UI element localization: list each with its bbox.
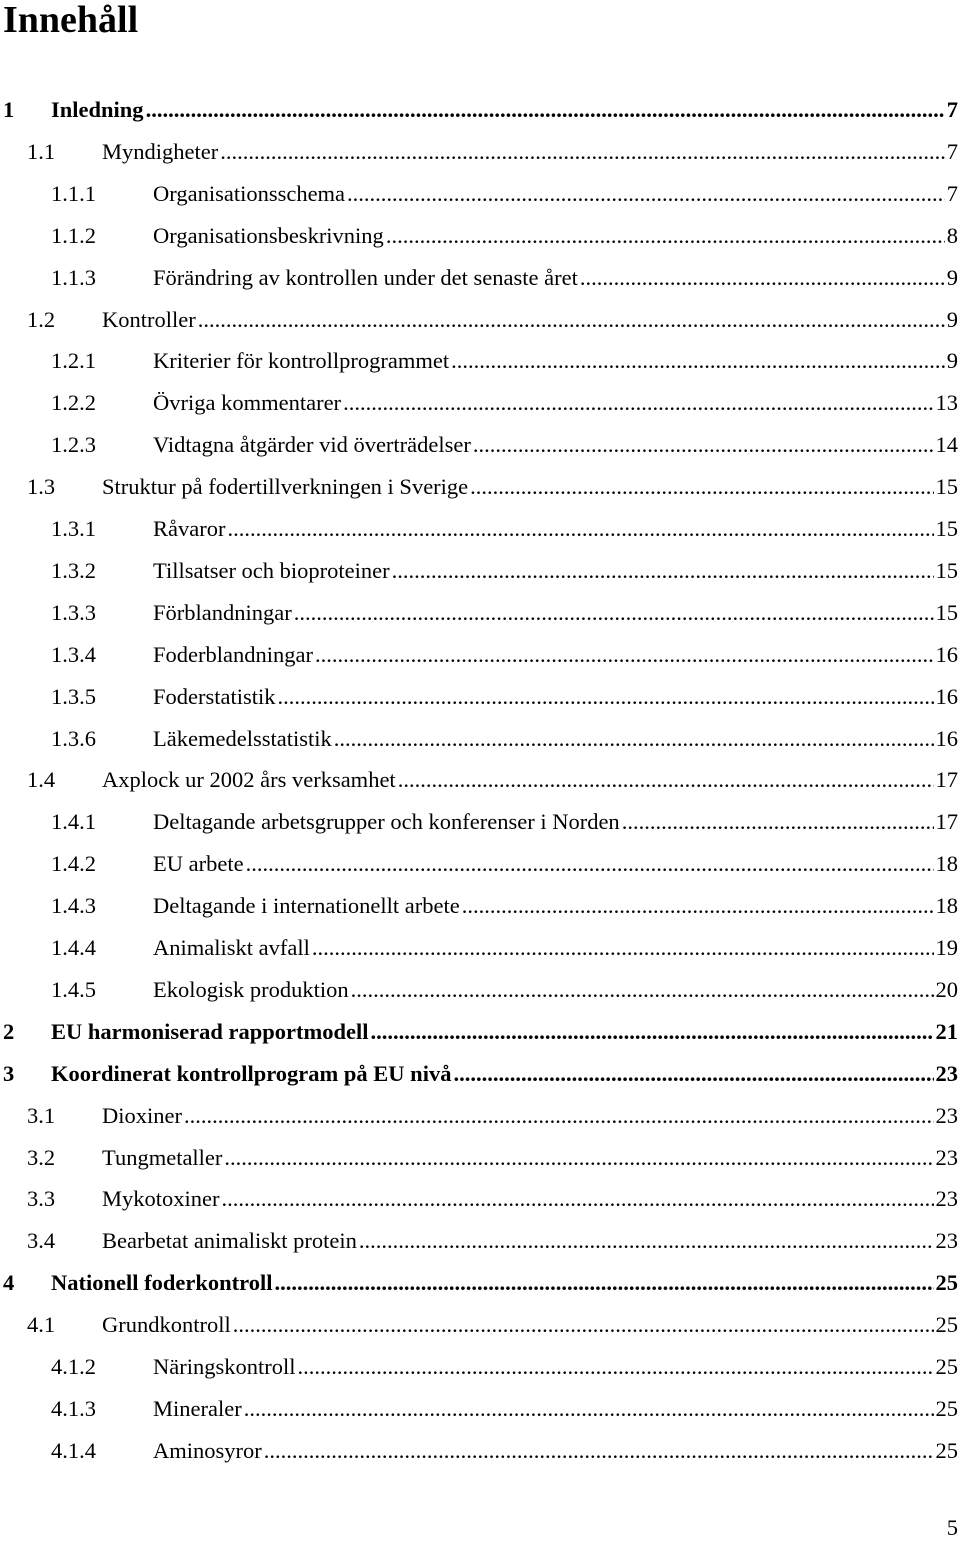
toc-dot-leader [386, 221, 945, 251]
toc-entry[interactable] [51, 388, 958, 418]
toc-entry-number: 4.1.2 [51, 1354, 96, 1379]
toc-entry[interactable] [51, 221, 958, 251]
toc-entry-title: Förblandningar [153, 599, 292, 625]
toc-entry-number: 3.3 [27, 1186, 56, 1212]
toc-dot-leader [184, 1101, 934, 1131]
toc-dot-leader [371, 1017, 934, 1047]
toc-entry-number: 1.1.2 [51, 222, 96, 248]
toc-entry-page: 23 [935, 1228, 958, 1254]
toc-entry-page: 16 [935, 725, 958, 751]
toc-entry-number: 1.4.4 [51, 935, 96, 960]
toc-entry[interactable] [51, 179, 958, 209]
toc-entry-number: 4 [3, 1270, 15, 1296]
toc-entry-number: 1.4.3 [51, 893, 96, 919]
toc-entry[interactable] [51, 849, 958, 879]
toc-entry-page: 16 [935, 641, 958, 667]
toc-entry-number: 1.3.5 [51, 683, 96, 709]
toc-entry-title: Näringskontroll [153, 1354, 296, 1379]
toc-entry-title: Dioxiner [102, 1102, 182, 1128]
toc-entry-page: 23 [935, 1144, 958, 1170]
toc-entry-title: EU arbete [153, 851, 244, 877]
toc-entry-page: 13 [935, 390, 958, 416]
toc-dot-leader [297, 1352, 933, 1382]
toc-entry[interactable] [51, 346, 958, 376]
toc-entry-page: 19 [935, 935, 958, 960]
toc-entry[interactable] [51, 1436, 958, 1466]
toc-dot-leader [359, 1226, 934, 1256]
toc-entry[interactable] [51, 598, 958, 628]
toc-dot-leader [343, 388, 933, 418]
toc-entry-page: 9 [946, 264, 958, 290]
toc-entry-page: 7 [946, 97, 958, 122]
toc-entry-number: 1.1 [27, 138, 56, 164]
toc-entry[interactable] [27, 1143, 958, 1173]
toc-entry-page: 15 [935, 516, 958, 541]
toc-entry[interactable] [51, 807, 958, 837]
toc-dot-leader [274, 1268, 933, 1298]
toc-entry-title: Kontroller [102, 306, 196, 332]
toc-entry-number: 1.3.4 [51, 641, 96, 667]
toc-entry[interactable] [51, 263, 958, 293]
toc-entry-number: 1.2 [27, 306, 56, 332]
toc-dot-leader [453, 1059, 933, 1089]
toc-entry-title: Kriterier för kontrollprogrammet [153, 348, 450, 374]
toc-dot-leader [224, 1143, 933, 1173]
toc-entry-number: 4.1.4 [51, 1437, 96, 1463]
toc-entry[interactable] [27, 1310, 958, 1340]
toc-dot-leader [398, 765, 934, 795]
toc-entry-title: Vidtagna åtgärder vid överträdelser [153, 432, 471, 458]
toc-entry-title: Animaliskt avfall [153, 935, 310, 960]
toc-entry-number: 3 [3, 1060, 15, 1086]
toc-entry[interactable] [3, 1017, 958, 1047]
toc-entry-number: 3.1 [27, 1102, 56, 1128]
toc-entry[interactable] [51, 514, 958, 544]
toc-entry-number: 1.2.1 [51, 348, 96, 374]
toc-entry-number: 1 [3, 97, 15, 122]
toc-entry-title: Foderstatistik [153, 683, 276, 709]
toc-dot-leader [315, 640, 934, 670]
toc-entry-title: Aminosyror [153, 1437, 262, 1463]
toc-entry[interactable] [27, 137, 958, 167]
toc-entry[interactable] [51, 933, 958, 963]
toc-entry-page: 15 [935, 599, 958, 625]
toc-entry-title: Ekologisk produktion [153, 976, 349, 1002]
toc-entry-title: Övriga kommentarer [153, 390, 342, 416]
toc-entry-page: 20 [935, 976, 958, 1002]
toc-dot-leader [220, 137, 945, 167]
toc-entry-number: 1.3.1 [51, 516, 96, 541]
toc-entry-page: 23 [935, 1186, 958, 1212]
toc-entry-page: 25 [935, 1395, 958, 1421]
toc-entry-number: 1.1.1 [51, 180, 96, 206]
toc-entry-page: 21 [935, 1018, 958, 1044]
toc-entry-number: 1.3.2 [51, 557, 96, 583]
toc-entry-page: 25 [935, 1437, 958, 1463]
toc-entry[interactable] [51, 556, 958, 586]
toc-entry-title: Förändring av kontrollen under det senaste året [153, 264, 578, 290]
toc-dot-leader [451, 346, 945, 376]
toc-entry[interactable] [51, 1352, 958, 1382]
toc-dot-leader [264, 1436, 934, 1466]
toc-entry-title: Axplock ur 2002 års verksamhet [102, 767, 396, 793]
toc-entry-title: Tillsatser och bioproteiner [153, 557, 390, 583]
toc-entry[interactable] [27, 1184, 958, 1214]
toc-entry[interactable] [27, 472, 958, 502]
toc-dot-leader [334, 724, 934, 754]
toc-dot-leader [470, 472, 933, 502]
toc-entry-title: Mykotoxiner [102, 1186, 220, 1212]
toc-entry-title: Struktur på fodertillverkningen i Sverige [102, 474, 469, 500]
toc-entry-number: 1.4 [27, 767, 56, 793]
toc-dot-leader [198, 305, 945, 335]
toc-entry-page: 25 [935, 1312, 958, 1338]
toc-entry-title: Läkemedelsstatistik [153, 725, 332, 751]
toc-entry-page: 9 [946, 306, 958, 332]
toc-entry[interactable] [51, 682, 958, 712]
toc-entry-title: Deltagande arbetsgrupper och konferenser i Norden [153, 809, 620, 835]
toc-entry-page: 15 [935, 557, 958, 583]
toc-entry-title: Deltagande i internationellt arbete [153, 893, 460, 919]
toc-entry-title: Koordinerat kontrollprogram på EU nivå [51, 1060, 452, 1086]
toc-dot-leader [462, 891, 934, 921]
toc-dot-leader [146, 95, 945, 125]
toc-dot-leader [227, 514, 933, 544]
toc-entry-number: 1.3 [27, 474, 56, 500]
toc-entry-number: 3.4 [27, 1228, 56, 1254]
toc-entry-title: Inledning [51, 97, 144, 122]
toc-entry-number: 1.1.3 [51, 264, 96, 290]
toc-dot-leader [312, 933, 934, 963]
toc-entry-page: 17 [935, 809, 958, 835]
toc-entry-page: 9 [946, 348, 958, 374]
toc-dot-leader [473, 430, 934, 460]
toc-entry[interactable] [3, 95, 958, 125]
toc-entry-page: 25 [935, 1354, 958, 1379]
toc-dot-leader [246, 849, 934, 879]
toc-dot-leader [278, 682, 934, 712]
toc-entry[interactable] [51, 430, 958, 460]
toc-dot-leader [233, 1310, 934, 1340]
toc-entry-number: 4.1 [27, 1312, 56, 1338]
toc-entry-number: 1.2.3 [51, 432, 96, 458]
toc-entry[interactable] [51, 724, 958, 754]
toc-entry-page: 16 [935, 683, 958, 709]
toc-entry-title: EU harmoniserad rapportmodell [51, 1018, 369, 1044]
toc-dot-leader [244, 1394, 934, 1424]
toc-entry-title: Råvaror [153, 516, 226, 541]
toc-entry-number: 1.3.6 [51, 725, 96, 751]
toc-entry-page: 15 [935, 474, 958, 500]
toc-dot-leader [580, 263, 945, 293]
page-number: 5 [946, 1515, 958, 1540]
toc-dot-leader [222, 1184, 934, 1214]
toc-dot-leader [347, 179, 945, 209]
toc-dot-leader [622, 807, 934, 837]
toc-entry-number: 2 [3, 1018, 15, 1044]
toc-dot-leader [351, 975, 934, 1005]
toc-entry-page: 18 [935, 893, 958, 919]
toc-entry-number: 3.2 [27, 1144, 56, 1170]
toc-entry-title: Mineraler [153, 1395, 242, 1421]
toc-entry-number: 4.1.3 [51, 1395, 96, 1421]
toc-entry-title: Myndigheter [102, 138, 219, 164]
toc-entry[interactable] [51, 975, 958, 1005]
toc-entry-title: Grundkontroll [102, 1312, 231, 1338]
toc-entry[interactable] [27, 765, 958, 795]
toc-dot-leader [392, 556, 934, 586]
toc-entry[interactable] [3, 1059, 958, 1089]
toc-entry-page: 25 [935, 1270, 958, 1296]
toc-entry-page: 18 [935, 851, 958, 877]
toc-entry-page: 23 [935, 1060, 958, 1086]
toc-entry-number: 1.3.3 [51, 599, 96, 625]
toc-entry-title: Organisationsschema [153, 180, 346, 206]
toc-entry-title: Bearbetat animaliskt protein [102, 1228, 357, 1254]
toc-entry-page: 23 [935, 1102, 958, 1128]
toc-entry[interactable] [51, 1394, 958, 1424]
toc-entry-title: Organisationsbeskrivning [153, 222, 384, 248]
toc-entry-page: 7 [946, 180, 958, 206]
toc-entry-page: 17 [935, 767, 958, 793]
toc-entry[interactable] [27, 1101, 958, 1131]
toc-entry-title: Tungmetaller [102, 1144, 223, 1170]
toc-entry-page: 14 [935, 432, 958, 458]
toc-entry[interactable] [27, 1226, 958, 1256]
page-title: Innehåll [3, 0, 139, 41]
toc-entry[interactable] [27, 305, 958, 335]
toc-entry-page: 7 [946, 138, 958, 164]
toc-entry[interactable] [3, 1268, 958, 1298]
toc-entry-number: 1.4.2 [51, 851, 96, 877]
toc-dot-leader [294, 598, 934, 628]
toc-entry-number: 1.4.5 [51, 976, 96, 1002]
toc-entry-number: 1.2.2 [51, 390, 96, 416]
toc-entry-title: Nationell foderkontroll [51, 1270, 273, 1296]
toc-entry[interactable] [51, 891, 958, 921]
toc-entry-page: 8 [946, 222, 958, 248]
toc-entry-number: 1.4.1 [51, 809, 96, 835]
toc-entry-title: Foderblandningar [153, 641, 313, 667]
toc-entry[interactable] [51, 640, 958, 670]
